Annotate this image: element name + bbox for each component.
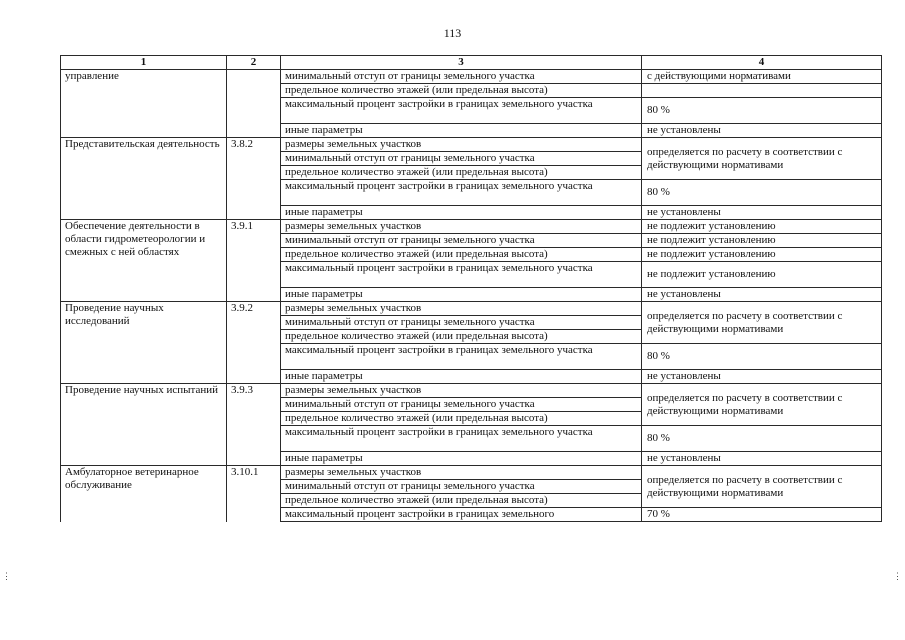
parameter-value: не установлены xyxy=(642,370,882,384)
use-type-name: Амбулаторное ветеринарное обслуживание xyxy=(61,466,227,522)
use-type-code: 3.9.1 xyxy=(227,220,281,302)
parameter-name: иные параметры xyxy=(281,288,642,302)
crop-mark-left: ⋮ xyxy=(2,571,11,581)
use-type-name: Проведение научных исследований xyxy=(61,302,227,384)
header-col-1: 1 xyxy=(61,56,227,70)
parameter-value: не подлежит установлению xyxy=(642,248,882,262)
parameter-name: максимальный процент застройки в границах земельного участка xyxy=(281,262,642,288)
parameter-value: не подлежит установлению xyxy=(642,234,882,248)
parameter-name: минимальный отступ от границы земельного участка xyxy=(281,152,642,166)
parameter-value: не установлены xyxy=(642,288,882,302)
parameter-value: определяется по расчету в соответствии с действующими нормативами xyxy=(642,466,882,508)
parameter-name: иные параметры xyxy=(281,452,642,466)
parameter-value: 80 % xyxy=(642,344,882,370)
regulations-table xyxy=(60,55,882,522)
parameter-name: максимальный процент застройки в границах земельного участка xyxy=(281,98,642,124)
parameter-value: с действующими нормативами xyxy=(642,70,882,84)
crop-mark-right: ⋮ xyxy=(893,571,902,581)
parameter-name: предельное количество этажей (или предельная высота) xyxy=(281,166,642,180)
parameter-value: определяется по расчету в соответствии с действующими нормативами xyxy=(642,138,882,180)
table-row xyxy=(61,302,882,316)
table-row xyxy=(61,220,882,234)
parameter-name: минимальный отступ от границы земельного участка xyxy=(281,70,642,84)
parameter-name: максимальный процент застройки в границах земельного участка xyxy=(281,426,642,452)
parameter-name: предельное количество этажей (или предельная высота) xyxy=(281,494,642,508)
parameter-name: размеры земельных участков xyxy=(281,466,642,480)
parameter-value: 80 % xyxy=(642,426,882,452)
use-type-name: Представительская деятельность xyxy=(61,138,227,220)
parameter-name: минимальный отступ от границы земельного участка xyxy=(281,480,642,494)
table-body xyxy=(61,70,882,522)
parameter-name: максимальный процент застройки в границах земельного участка xyxy=(281,180,642,206)
parameter-name: иные параметры xyxy=(281,124,642,138)
parameter-value xyxy=(642,84,882,98)
parameter-name: предельное количество этажей (или предельная высота) xyxy=(281,412,642,426)
use-type-code: 3.9.2 xyxy=(227,302,281,384)
parameter-name: минимальный отступ от границы земельного участка xyxy=(281,398,642,412)
parameter-name: минимальный отступ от границы земельного участка xyxy=(281,316,642,330)
parameter-name: размеры земельных участков xyxy=(281,302,642,316)
parameter-name: предельное количество этажей (или предельная высота) xyxy=(281,330,642,344)
parameter-name: размеры земельных участков xyxy=(281,138,642,152)
parameter-name: предельное количество этажей (или предельная высота) xyxy=(281,248,642,262)
parameter-name: размеры земельных участков xyxy=(281,384,642,398)
parameter-value: определяется по расчету в соответствии с действующими нормативами xyxy=(642,302,882,344)
header-col-4: 4 xyxy=(642,56,882,70)
parameter-name: иные параметры xyxy=(281,206,642,220)
page-number: 113 xyxy=(443,26,462,40)
table-row xyxy=(61,138,882,152)
parameter-value: не установлены xyxy=(642,206,882,220)
use-type-code: 3.8.2 xyxy=(227,138,281,220)
use-type-name: Проведение научных испытаний xyxy=(61,384,227,466)
parameter-name: иные параметры xyxy=(281,370,642,384)
parameter-value: 80 % xyxy=(642,98,882,124)
table-header-row xyxy=(61,56,882,70)
table-row xyxy=(61,466,882,480)
parameter-value: не подлежит установлению xyxy=(642,262,882,288)
use-type-code: 3.9.3 xyxy=(227,384,281,466)
parameter-name: максимальный процент застройки в границах земельного xyxy=(281,508,642,522)
parameter-value: 70 % xyxy=(642,508,882,522)
parameter-name: минимальный отступ от границы земельного участка xyxy=(281,234,642,248)
table-row xyxy=(61,70,882,84)
use-type-name: Обеспечение деятельности в области гидрометеорологии и смежных с ней областях xyxy=(61,220,227,302)
table-row xyxy=(61,384,882,398)
use-type-name: управление xyxy=(61,70,227,138)
parameter-value: 80 % xyxy=(642,180,882,206)
use-type-code xyxy=(227,70,281,138)
parameter-value: не установлены xyxy=(642,124,882,138)
parameter-name: предельное количество этажей (или предельная высота) xyxy=(281,84,642,98)
parameter-name: размеры земельных участков xyxy=(281,220,642,234)
parameter-name: максимальный процент застройки в границах земельного участка xyxy=(281,344,642,370)
header-col-2: 2 xyxy=(227,56,281,70)
header-col-3: 3 xyxy=(281,56,642,70)
parameter-value: не подлежит установлению xyxy=(642,220,882,234)
parameter-value: определяется по расчету в соответствии с действующими нормативами xyxy=(642,384,882,426)
use-type-code: 3.10.1 xyxy=(227,466,281,522)
parameter-value: не установлены xyxy=(642,452,882,466)
